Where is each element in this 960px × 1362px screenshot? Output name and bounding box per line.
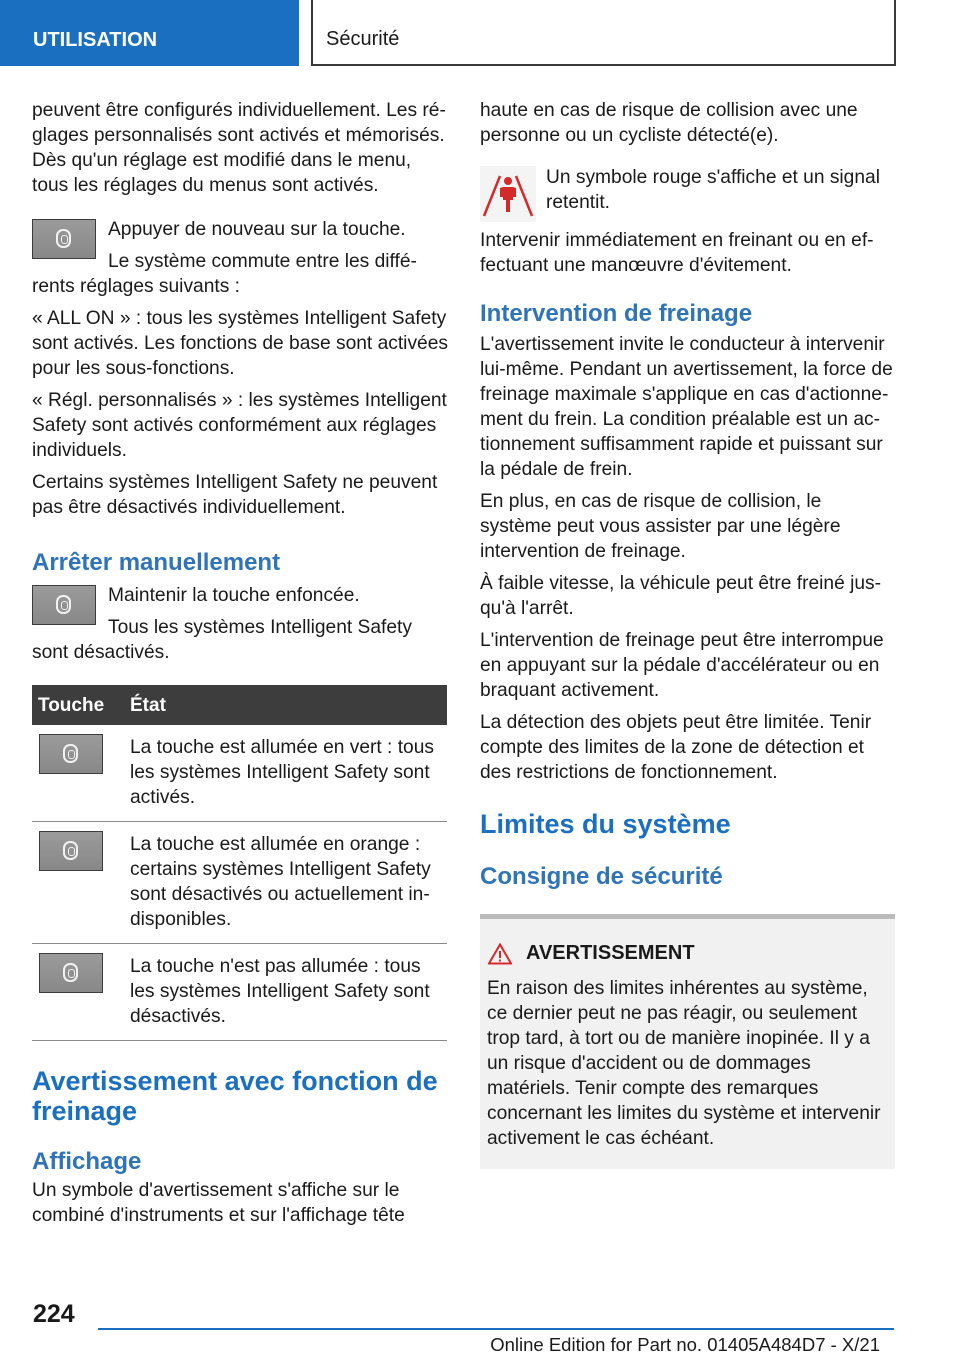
table-row [32, 725, 447, 822]
paragraph: La détection des objets peut être limitée. Tenir compte des limites de la zone de détection et des restrictions de fonctionnement. [480, 712, 872, 783]
intelligent-safety-key-icon [32, 219, 96, 259]
paragraph: Intervenir immédiatement en freinant ou en effectuant une manœuvre d'évitement. [480, 230, 874, 276]
warning-box [480, 914, 895, 1169]
table-cell: La touche est allumée en orange : certains systèmes Intelligent Safety sont désactivés ou actuellement indisponibles. [124, 822, 447, 944]
instruction-text: Le système commute entre les différents réglages suivants : [32, 251, 417, 297]
section-heading: Limites du système [480, 809, 731, 839]
section-heading: Intervention de freinage [480, 300, 753, 327]
paragraph: L'intervention de freinage peut être interrompue en appuyant sur la pédale d'accélérateur ou en braquant activement. [480, 630, 884, 701]
pedestrian-warning-icon [480, 166, 536, 222]
section-tab: UTILISATION [0, 0, 299, 66]
section-heading: Avertissement avec fonction de freinage [32, 1066, 438, 1126]
paragraph: peuvent être configurés individuellement. Les réglages personnalisés sont activés et mémorisés. Dès qu'un réglage est modifié dans le menu, tous les réglages du menus sont activés. [32, 100, 446, 196]
left-column [32, 98, 448, 1235]
chapter-title: Sécurité [311, 0, 896, 66]
paragraph: « ALL ON » : tous les systèmes Intelligent Safety sont activés. Les fonctions de base sont activées pour les sous-fonctions. [32, 308, 448, 379]
right-column [480, 98, 896, 1169]
paragraph: Un symbole d'avertissement s'affiche sur le combiné d'instruments et sur l'affichage tête [32, 1180, 405, 1226]
instruction-text: Un symbole rouge s'affiche et un signal retentit. [546, 167, 880, 213]
warning-title: AVERTISSEMENT [526, 942, 695, 964]
paragraph: « Régl. personnalisés » : les systèmes Intelligent Safety sont activés conformément aux réglages individuels. [32, 390, 447, 461]
table-header: État [124, 685, 447, 725]
symbol-instruction [480, 165, 896, 228]
warning-text: En raison des limites inhérentes au système, ce dernier peut ne pas réagir, ou seulement trop tard, à tort ou de manière inopinée. Il y a un risque d'accident ou de dommages matériels. Tenir compte des remarques concernant les limites du système et intervenir activement le cas échéant. [487, 978, 881, 1149]
table-cell: La touche n'est pas allumée : tous les systèmes Intelligent Safety sont désactivés. [124, 944, 447, 1041]
paragraph: Certains systèmes Intelligent Safety ne peuvent pas être désactivés individuellement. [32, 472, 438, 518]
subsection-heading: Affichage [32, 1148, 142, 1175]
key-instruction [32, 217, 448, 306]
intelligent-safety-key-icon [39, 734, 103, 774]
paragraph: L'avertissement invite le conducteur à intervenir lui-même. Pendant un avertissement, la force de freinage maximale s'applique en cas d'actionnement du frein. La condition préalable est un actionnement suffisamment rapide et puissant sur la pédale de frein. [480, 334, 893, 480]
key-instruction [32, 583, 448, 685]
intelligent-safety-key-icon [39, 953, 103, 993]
table-header: Touche [32, 685, 124, 725]
intelligent-safety-key-icon [39, 831, 103, 871]
subsection-heading: Consigne de sécurité [480, 863, 723, 890]
table-row [32, 822, 447, 944]
warning-header [487, 941, 888, 966]
table-cell: La touche est allumée en vert : tous les systèmes Intelligent Safety sont activés. [124, 725, 447, 822]
instruction-text: Tous les systèmes Intelligent Safety sont désactivés. [32, 617, 412, 663]
footer-divider [98, 1328, 894, 1330]
page-number: 224 [33, 1300, 75, 1328]
paragraph: haute en cas de risque de collision avec une personne ou un cycliste détecté(e). [480, 100, 858, 146]
table-row [32, 944, 447, 1041]
paragraph: En plus, en cas de risque de collision, le système peut vous assister par une légère intervention de freinage. [480, 491, 841, 562]
instruction-text: Maintenir la touche enfoncée. [108, 585, 360, 606]
paragraph: À faible vitesse, la véhicule peut être freiné jusqu'à l'arrêt. [480, 573, 882, 619]
key-status-table [32, 685, 447, 1041]
edition-footer: Online Edition for Part no. 01405A484D7 - X/21 [490, 1334, 880, 1355]
intelligent-safety-key-icon [32, 585, 96, 625]
instruction-text: Appuyer de nouveau sur la touche. [108, 219, 406, 240]
warning-triangle-icon [488, 943, 512, 965]
section-heading: Arrêter manuellement [32, 549, 281, 576]
